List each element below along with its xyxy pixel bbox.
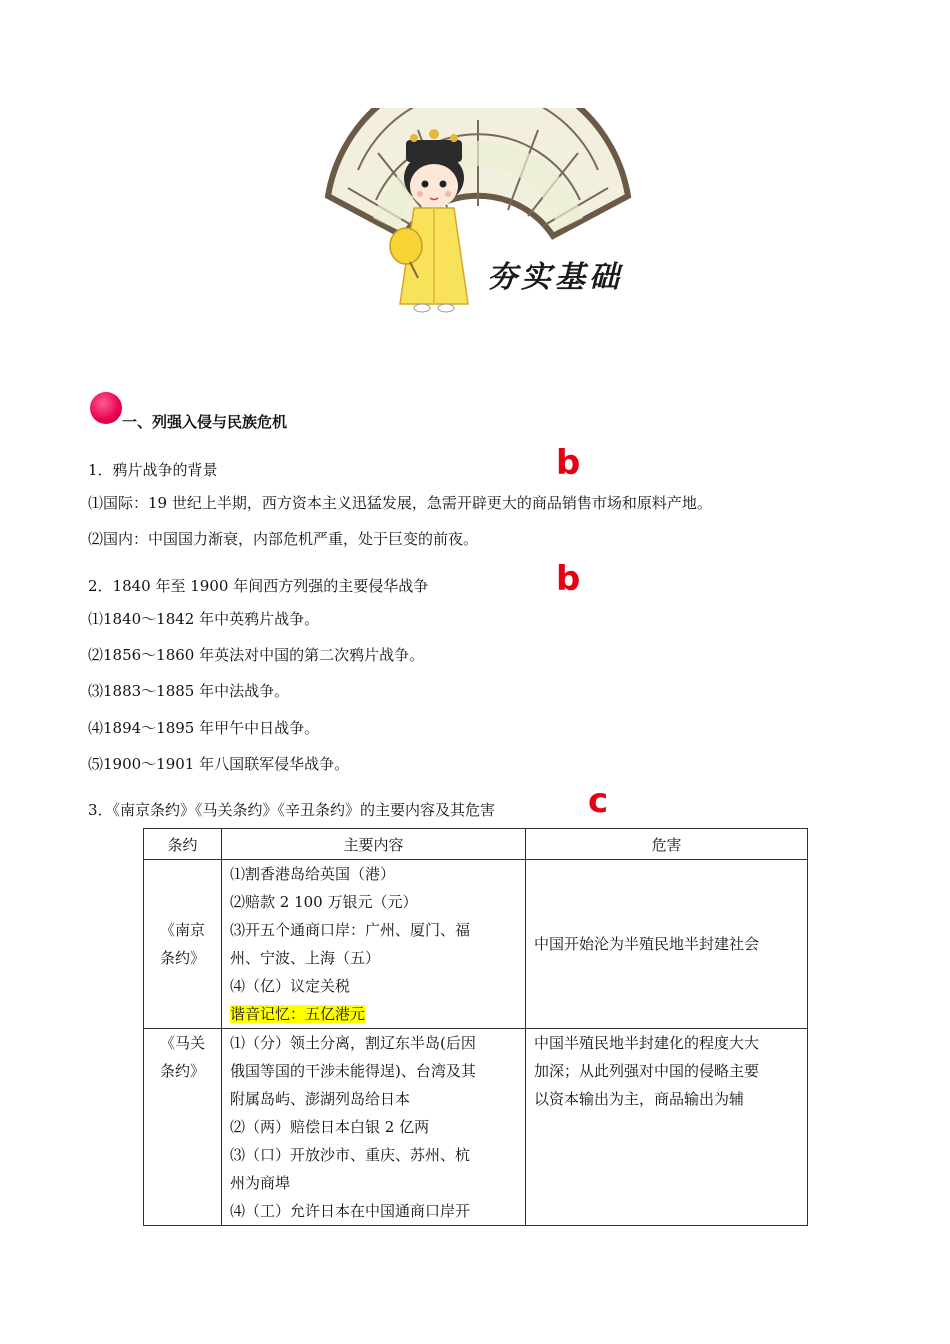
content-line: ⑴割香港岛给英国（港）: [230, 865, 396, 883]
section-heading: 一、列强入侵与民族危机: [122, 413, 288, 431]
item-line: ⑴1840～1842 年中英鸦片战争。: [88, 610, 320, 628]
harm-line: 中国开始沦为半殖民地半封建社会: [534, 935, 760, 953]
item-heading: 1．鸦片战争的背景: [88, 461, 218, 479]
section-bullet-icon: [90, 392, 122, 424]
harm-line: 以资本输出为主，商品输出为辅: [534, 1090, 745, 1108]
treaty-name-line: 《马关: [159, 1034, 205, 1052]
content-line: ⑶（口）开放沙市、重庆、苏州、杭: [230, 1146, 471, 1164]
item-heading: 3．《南京条约》《马关条约》《辛丑条约》的主要内容及其危害: [88, 801, 496, 819]
item-line: ⑵国内：中国国力渐衰，内部危机严重，处于巨变的前夜。: [88, 530, 479, 548]
content-line: 俄国等国的干涉未能得逞)、台湾及其: [230, 1062, 476, 1080]
treaty-name-line: 《南京: [159, 921, 205, 939]
treaty-table: [143, 828, 808, 1226]
treaty-content: [222, 860, 526, 1029]
mnemonic-highlight: 谐音记忆：五亿港元: [230, 1005, 366, 1023]
content-line: 附属岛屿、澎湖列岛给日本: [230, 1090, 411, 1108]
item-line: ⑵1856～1860 年英法对中国的第二次鸦片战争。: [88, 646, 425, 664]
mnemonic-line: [222, 1000, 525, 1028]
table-header: 主要内容: [222, 829, 526, 860]
treaty-name: [144, 860, 222, 1029]
banner-title: 夯实基础: [487, 260, 623, 295]
content-line: ⑵（两）赔偿日本白银 2 亿两: [230, 1118, 430, 1136]
content-line: ⑴（分）领土分离，割辽东半岛(后因: [230, 1034, 476, 1052]
treaty-name: [144, 1029, 222, 1226]
treaty-harm: [526, 1029, 808, 1226]
harm-line: 加深；从此列强对中国的侵略主要: [534, 1062, 760, 1080]
table-row: [144, 1029, 808, 1226]
item-line: ⑴国际：19 世纪上半期，西方资本主义迅猛发展，急需开辟更大的商品销售市场和原料产地。: [88, 494, 712, 512]
table-header: 条约: [144, 829, 222, 860]
content-line: 州为商埠: [230, 1174, 291, 1192]
table-header: 危害: [526, 829, 808, 860]
item-line: ⑶1883～1885 年中法战争。: [88, 682, 290, 700]
content-line: ⑶开五个通商口岸：广州、厦门、福: [230, 921, 471, 939]
handwritten-mark: b: [556, 443, 581, 483]
content-line: ⑷（工）允许日本在中国通商口岸开: [230, 1202, 471, 1220]
item-heading: 2．1840 年至 1900 年间西方列强的主要侵华战争: [88, 577, 429, 595]
content-line: ⑷（亿）议定关税: [230, 977, 351, 995]
content-line: 州、宁波、上海（五）: [230, 949, 381, 967]
content-line: ⑵赔款 2 100 万银元（元）: [230, 893, 418, 911]
treaty-name-line: 条约》: [159, 1062, 205, 1080]
table-header-row: [144, 829, 808, 860]
harm-line: 中国半殖民地半封建化的程度大大: [534, 1034, 760, 1052]
table-row: [144, 860, 808, 1029]
handwritten-mark: c: [588, 781, 609, 821]
treaty-content: [222, 1029, 526, 1226]
item-line: ⑸1900～1901 年八国联军侵华战争。: [88, 755, 350, 773]
treaty-harm: [526, 860, 808, 1029]
handwritten-mark: b: [556, 559, 581, 599]
item-line: ⑷1894～1895 年甲午中日战争。: [88, 719, 320, 737]
treaty-name-line: 条约》: [159, 949, 205, 967]
